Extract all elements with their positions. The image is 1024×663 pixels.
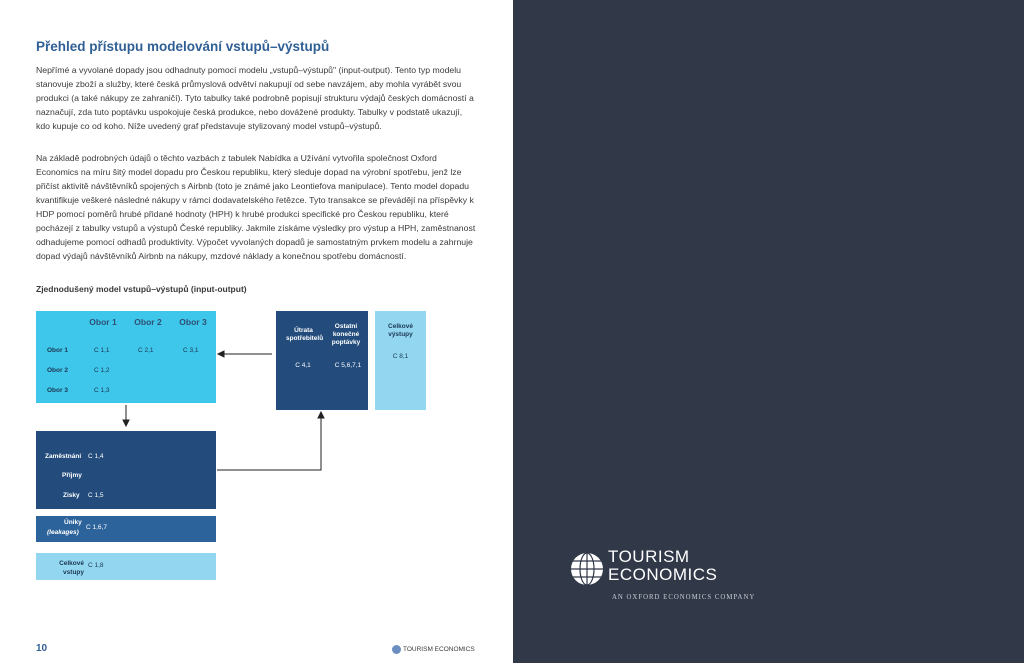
cell-c31: C 3,1 — [183, 347, 199, 354]
logo-tagline: AN OXFORD ECONOMICS COMPANY — [612, 594, 756, 601]
consumer-spend-header: Útrata spotřebitelů — [286, 327, 324, 342]
row-label-obor-3: Obor 3 — [47, 387, 68, 394]
header-obor-1: Obor 1 — [89, 317, 117, 327]
cell-c13: C 1,3 — [94, 387, 110, 394]
globe-icon — [392, 645, 401, 654]
section-title: Přehled přístupu modelování vstupů–výstupů — [36, 39, 330, 54]
paragraph-2: Na základě podrobných údajů o těchto vazbách z tabulek Nabídka a Užívání vytvořila společnost Oxford Economics na míru šitý model dopadu pro Českou republiku, který sleduje dopad na výrobní spotřebu, jenž lze přičíst aktivitě návštěvníků spojených s Airbnb (toto je známé jako Leontiefova manipulace). Tento model dopadu kvantifikuje veškeré následné nákupy v rámci dodavatelského řetězce. Tyto transakce se převádějí na příspěvky k HDP pomocí poměrů hrubé přidané hodnoty (HPH) k hrubé produkci specifické pro Českou republiku, které pocházejí z tabulky vstupů a výstupů České republiky. Jakmile získáme výsledky pro výstup a HPH, zaměstnanost odhadujeme pomocí odhadů produktivity. Výpočet vyvolaných dopadů je samostatným prvkem modelu a zahrnuje dopad výdajů návštěvníků Airbnb na nákupy, mzdové náklady a konečnou spotřebu domácností. — [36, 153, 476, 261]
header-obor-2: Obor 2 — [134, 317, 162, 327]
total-input-label: Celkové vstupy — [59, 560, 84, 576]
employment-label: Zaměstnání — [45, 453, 82, 460]
logo-wordmark — [608, 548, 717, 584]
row-label-obor-1: Obor 1 — [47, 347, 68, 354]
leakages-value: C 1,6,7 — [86, 524, 107, 531]
logo-line-2: ECONOMICS — [608, 565, 718, 584]
cell-c12: C 1,2 — [94, 367, 110, 374]
cell-c21: C 2,1 — [138, 347, 154, 354]
consumer-spend-value: C 4,1 — [295, 362, 311, 369]
diagram-title: Zjednodušený model vstupů–výstupů (input-output) — [36, 284, 247, 294]
globe-logo-icon — [570, 552, 604, 586]
arrow-head-left — [218, 351, 224, 357]
footer-brand — [392, 645, 475, 654]
income-label: Příjmy — [62, 472, 82, 479]
employment-value: C 1,4 — [88, 453, 104, 460]
row-label-obor-2: Obor 2 — [47, 367, 68, 374]
other-demand-header: Ostatní konečné poptávky — [331, 323, 361, 346]
header-obor-3: Obor 3 — [179, 317, 207, 327]
arrow-head-up — [318, 412, 324, 418]
arrow-valueadded-to-demand — [217, 417, 321, 470]
total-output-value: C 8,1 — [392, 353, 409, 360]
total-input-value: C 1,8 — [88, 562, 104, 569]
leakages-sublabel: (leakages) — [47, 529, 79, 536]
footer-brand-text: TOURISM ECONOMICS — [403, 646, 475, 654]
total-output-header: Celkové výstupy — [388, 323, 413, 338]
paragraph-1: Nepřímé a vyvolané dopady jsou odhadnuty pomocí modelu „vstupů–výstupů" (input-output). Tento typ modelu stanovuje zboží a služby, které česká průmyslová odvětví nakupují od sebe navzájem, aby mohla vyrábět svou produkci (a také nákupy ze zahraničí). Tyto tabulky také podrobně popisují strukturu výdajů českých domácností a naznačují, zda tuto poptávku uspokojuje česká produkce, nebo dovážené produkty. Tabulky v podstatě ukazují, kdo kupuje co od koho. Níže uvedený graf představuje stylizovaný model vstupů–výstupů. — [36, 65, 474, 131]
arrow-head-down — [123, 420, 129, 426]
leakages-label: Úniky — [64, 519, 82, 526]
profit-value: C 1,5 — [88, 492, 104, 499]
logo-line-1: TOURISM — [608, 547, 690, 566]
other-demand-value: C 5,6,7,1 — [334, 362, 362, 369]
page-number: 10 — [36, 643, 48, 654]
cell-c11: C 1,1 — [94, 347, 110, 354]
profit-label: Zisky — [63, 492, 80, 499]
